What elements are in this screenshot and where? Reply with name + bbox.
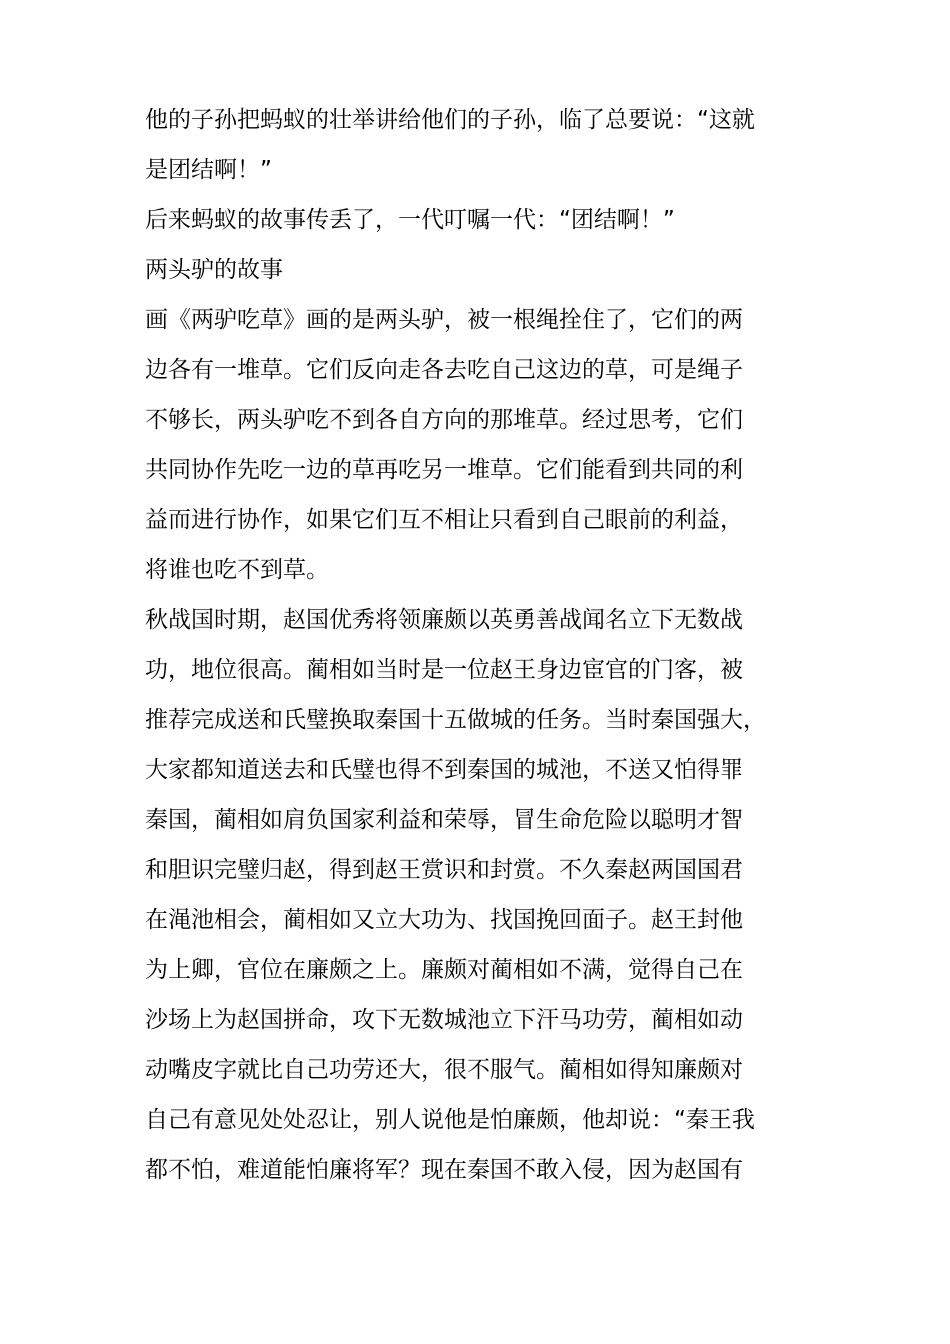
text-line: 在渑池相会，蔺相如又立大功为、找国挽回面子。赵王封他 (145, 907, 743, 933)
document-body (145, 95, 835, 1195)
text-line: 将谁也吃不到草。 (145, 557, 329, 583)
text-line: 益而进行协作，如果它们互不相让只看到自己眼前的利益， (145, 507, 743, 533)
text-line: 是团结啊！” (145, 157, 272, 183)
text-line: 推荐完成送和氏璧换取秦国十五做城的任务。当时秦国强大， (145, 707, 766, 733)
text-line: 和胆识完璧归赵，得到赵王赏识和封赏。不久秦赵两国国君 (145, 857, 743, 883)
text-line: 沙场上为赵国拼命，攻下无数城池立下汗马功劳，蔺相如动 (145, 1007, 743, 1033)
text-line: 他的子孙把蚂蚁的壮举讲给他们的子孙，临了总要说：“这就 (145, 107, 755, 133)
text-line: 后来蚂蚁的故事传丢了，一代叮嘱一代：“团结啊！” (145, 207, 675, 233)
text-line: 不够长，两头驴吃不到各自方向的那堆草。经过思考，它们 (145, 407, 743, 433)
text-line: 动嘴皮字就比自己功劳还大，很不服气。蔺相如得知廉颇对 (145, 1057, 743, 1083)
text-line: 画《两驴吃草》画的是两头驴，被一根绳拴住了，它们的两 (145, 307, 743, 333)
text-line: 边各有一堆草。它们反向走各去吃自己这边的草，可是绳子 (145, 357, 743, 383)
text-line: 共同协作先吃一边的草再吃另一堆草。它们能看到共同的利 (145, 457, 743, 483)
text-line: 秋战国时期，赵国优秀将领廉颇以英勇善战闻名立下无数战 (145, 607, 743, 633)
text-line: 大家都知道送去和氏璧也得不到秦国的城池，不送又怕得罪 (145, 757, 743, 783)
section-heading: 两头驴的故事 (145, 257, 283, 283)
text-line: 功，地位很高。蔺相如当时是一位赵王身边宦官的门客，被 (145, 657, 743, 683)
text-line: 都不怕，难道能怕廉将军？现在秦国不敢入侵，因为赵国有 (145, 1157, 743, 1183)
text-line: 自己有意见处处忍让，别人说他是怕廉颇，他却说：“秦王我 (145, 1107, 755, 1133)
text-line: 为上卿，官位在廉颇之上。廉颇对蔺相如不满，觉得自己在 (145, 957, 743, 983)
text-line: 秦国，蔺相如肩负国家利益和荣辱，冒生命危险以聪明才智 (145, 807, 743, 833)
